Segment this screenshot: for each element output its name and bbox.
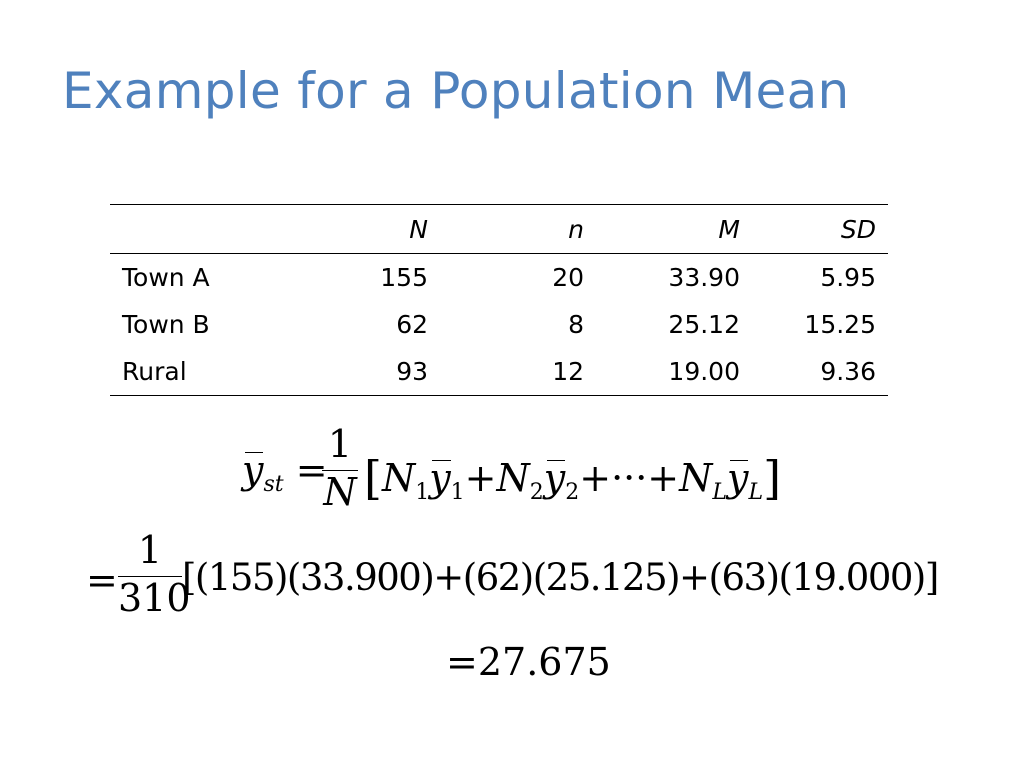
close-bracket: ]: [763, 451, 782, 505]
formula-result: =27.675: [446, 640, 611, 684]
equals-sign: =: [86, 558, 118, 602]
header-SD: SD: [840, 214, 876, 244]
frac-numerator: 1: [137, 528, 163, 572]
term1-ybar: y: [429, 456, 451, 500]
termL-ybar: y: [727, 456, 749, 500]
slide-title: Example for a Population Mean: [62, 62, 850, 120]
cell-SD: 9.36: [820, 357, 876, 386]
frac-denominator: 310: [118, 576, 191, 620]
row-label: Rural: [122, 357, 187, 386]
termL-y-sub: L: [748, 480, 764, 505]
term1-y-sub: 1: [450, 480, 465, 505]
fraction-1-over-310: [118, 528, 191, 620]
sub-st: st: [263, 472, 284, 497]
weighted-sum-expression: [(155)(33.900)+(62)(25.125)+(63)(19.000)]: [182, 556, 938, 599]
row-label: Town B: [122, 310, 210, 339]
cell-SD: 15.25: [804, 310, 876, 339]
cell-SD: 5.95: [820, 263, 876, 292]
cell-n: 8: [568, 310, 584, 339]
cell-N: 93: [396, 357, 428, 386]
termL-N-sub: L: [712, 480, 728, 505]
data-table: [110, 204, 888, 396]
table-row: [110, 348, 888, 396]
plus-sign: +: [464, 456, 497, 500]
frac-denominator: N: [323, 470, 357, 514]
ellipsis-plus: +···+: [579, 456, 680, 500]
cell-n: 12: [552, 357, 584, 386]
table-row: [110, 301, 888, 348]
formula-line-1: [242, 422, 782, 528]
header-label: [110, 205, 284, 254]
term2-ybar: y: [543, 456, 566, 500]
fraction-1-over-N: [322, 422, 358, 514]
term1-N: N: [381, 456, 416, 500]
formula-line-2: [86, 528, 938, 630]
cell-M: 25.12: [668, 310, 740, 339]
open-bracket: [: [364, 451, 382, 505]
row-label: Town A: [122, 263, 210, 292]
term2-y-sub: 2: [565, 480, 580, 505]
cell-M: 19.00: [668, 357, 740, 386]
equals-sign: =: [295, 448, 328, 492]
header-M: M: [718, 214, 740, 244]
termL-N: N: [679, 456, 713, 500]
cell-N: 62: [396, 310, 428, 339]
term1-N-sub: 1: [415, 480, 430, 505]
frac-numerator: 1: [327, 422, 353, 466]
term2-N-sub: 2: [529, 480, 544, 505]
header-n: n: [568, 214, 584, 244]
term2-N: N: [496, 456, 530, 500]
table-row: [110, 254, 888, 302]
table-header-row: [110, 205, 888, 254]
cell-M: 33.90: [668, 263, 740, 292]
ybar-st: y: [242, 448, 264, 492]
cell-n: 20: [552, 263, 584, 292]
cell-N: 155: [380, 263, 428, 292]
header-N: N: [409, 214, 428, 244]
